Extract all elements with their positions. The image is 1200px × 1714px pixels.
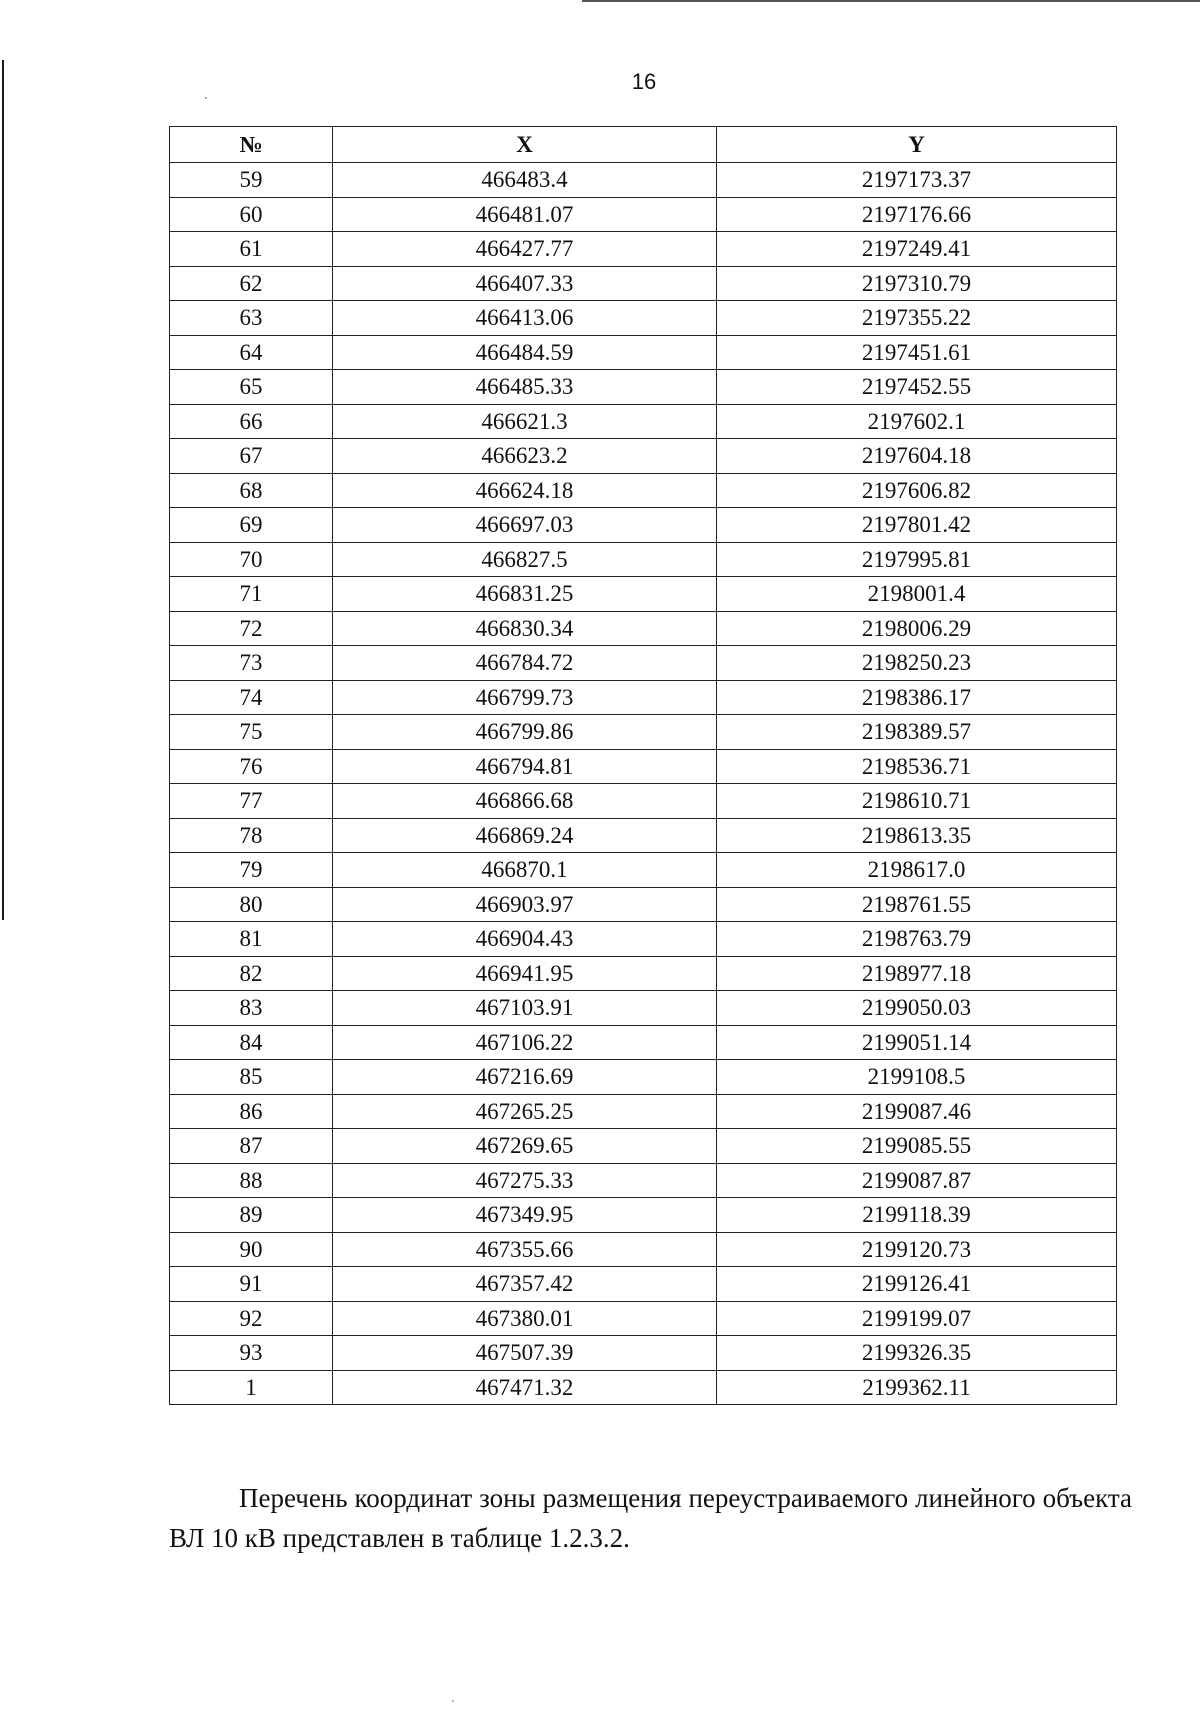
cell-number: 65 <box>170 370 333 405</box>
cell-number: 60 <box>170 197 333 232</box>
cell-number: 70 <box>170 542 333 577</box>
cell-number: 78 <box>170 818 333 853</box>
cell-y: 2199326.35 <box>717 1336 1117 1371</box>
cell-x: 466830.34 <box>333 611 717 646</box>
table-row <box>170 818 1117 853</box>
cell-number: 68 <box>170 473 333 508</box>
table-row <box>170 266 1117 301</box>
table-row <box>170 577 1117 612</box>
cell-y: 2199199.07 <box>717 1301 1117 1336</box>
table-row <box>170 335 1117 370</box>
table-row <box>170 404 1117 439</box>
table-row <box>170 1025 1117 1060</box>
cell-y: 2198977.18 <box>717 956 1117 991</box>
scan-speck <box>452 1700 454 1702</box>
cell-number: 84 <box>170 1025 333 1060</box>
cell-x: 467471.32 <box>333 1370 717 1405</box>
cell-y: 2197355.22 <box>717 301 1117 336</box>
cell-number: 63 <box>170 301 333 336</box>
cell-x: 466799.86 <box>333 715 717 750</box>
cell-x: 467269.65 <box>333 1129 717 1164</box>
cell-x: 466870.1 <box>333 853 717 888</box>
cell-y: 2199126.41 <box>717 1267 1117 1302</box>
cell-y: 2198763.79 <box>717 922 1117 957</box>
cell-x: 466621.3 <box>333 404 717 439</box>
table-body <box>170 163 1117 1405</box>
table-row <box>170 508 1117 543</box>
cell-x: 467216.69 <box>333 1060 717 1095</box>
cell-y: 2198001.4 <box>717 577 1117 612</box>
cell-x: 467357.42 <box>333 1267 717 1302</box>
cell-number: 86 <box>170 1094 333 1129</box>
cell-y: 2199108.5 <box>717 1060 1117 1095</box>
cell-y: 2198613.35 <box>717 818 1117 853</box>
table-row <box>170 1336 1117 1371</box>
cell-y: 2199362.11 <box>717 1370 1117 1405</box>
cell-y: 2199087.46 <box>717 1094 1117 1129</box>
cell-x: 467103.91 <box>333 991 717 1026</box>
cell-y: 2198761.55 <box>717 887 1117 922</box>
table-row <box>170 439 1117 474</box>
cell-x: 466866.68 <box>333 784 717 819</box>
cell-x: 467265.25 <box>333 1094 717 1129</box>
cell-number: 59 <box>170 163 333 198</box>
cell-number: 74 <box>170 680 333 715</box>
cell-number: 83 <box>170 991 333 1026</box>
cell-number: 82 <box>170 956 333 991</box>
cell-x: 466827.5 <box>333 542 717 577</box>
cell-y: 2197995.81 <box>717 542 1117 577</box>
table-row <box>170 853 1117 888</box>
table-row <box>170 542 1117 577</box>
cell-x: 467507.39 <box>333 1336 717 1371</box>
cell-number: 64 <box>170 335 333 370</box>
table-row <box>170 1163 1117 1198</box>
cell-y: 2198536.71 <box>717 749 1117 784</box>
cell-y: 2197452.55 <box>717 370 1117 405</box>
cell-x: 466484.59 <box>333 335 717 370</box>
scan-left-edge <box>2 60 4 920</box>
top-edge-rule <box>582 0 1200 2</box>
table-row <box>170 370 1117 405</box>
cell-y: 2199120.73 <box>717 1232 1117 1267</box>
cell-number: 90 <box>170 1232 333 1267</box>
cell-x: 467349.95 <box>333 1198 717 1233</box>
table-row <box>170 1198 1117 1233</box>
cell-y: 2199118.39 <box>717 1198 1117 1233</box>
table-row <box>170 922 1117 957</box>
cell-number: 93 <box>170 1336 333 1371</box>
table-row <box>170 197 1117 232</box>
table-row <box>170 680 1117 715</box>
cell-x: 466831.25 <box>333 577 717 612</box>
cell-number: 69 <box>170 508 333 543</box>
cell-y: 2199051.14 <box>717 1025 1117 1060</box>
cell-number: 72 <box>170 611 333 646</box>
cell-y: 2197606.82 <box>717 473 1117 508</box>
table-row <box>170 749 1117 784</box>
cell-y: 2198006.29 <box>717 611 1117 646</box>
cell-number: 1 <box>170 1370 333 1405</box>
cell-number: 80 <box>170 887 333 922</box>
cell-y: 2199050.03 <box>717 991 1117 1026</box>
table-row <box>170 301 1117 336</box>
table-row <box>170 1301 1117 1336</box>
table-row <box>170 1129 1117 1164</box>
cell-x: 467106.22 <box>333 1025 717 1060</box>
body-paragraph: Перечень координат зоны размещения переустраиваемого линейного объекта ВЛ 10 кВ представлен в таблице 1.2.3.2. <box>169 1483 1132 1553</box>
table-row <box>170 956 1117 991</box>
cell-number: 62 <box>170 266 333 301</box>
cell-number: 81 <box>170 922 333 957</box>
coordinates-table <box>169 126 1117 1405</box>
header-x: X <box>333 127 717 163</box>
cell-number: 66 <box>170 404 333 439</box>
cell-number: 89 <box>170 1198 333 1233</box>
cell-x: 466485.33 <box>333 370 717 405</box>
cell-number: 67 <box>170 439 333 474</box>
cell-y: 2197176.66 <box>717 197 1117 232</box>
cell-x: 466904.43 <box>333 922 717 957</box>
cell-x: 466623.2 <box>333 439 717 474</box>
header-number: № <box>170 127 333 163</box>
table-row <box>170 646 1117 681</box>
cell-y: 2198386.17 <box>717 680 1117 715</box>
table-row <box>170 1267 1117 1302</box>
cell-number: 91 <box>170 1267 333 1302</box>
cell-number: 76 <box>170 749 333 784</box>
cell-x: 467380.01 <box>333 1301 717 1336</box>
cell-x: 466903.97 <box>333 887 717 922</box>
table-row <box>170 784 1117 819</box>
cell-x: 466481.07 <box>333 197 717 232</box>
cell-x: 466784.72 <box>333 646 717 681</box>
cell-y: 2197451.61 <box>717 335 1117 370</box>
cell-number: 73 <box>170 646 333 681</box>
table-row <box>170 1094 1117 1129</box>
cell-number: 75 <box>170 715 333 750</box>
cell-x: 467275.33 <box>333 1163 717 1198</box>
table-row <box>170 1060 1117 1095</box>
cell-number: 71 <box>170 577 333 612</box>
cell-y: 2197602.1 <box>717 404 1117 439</box>
header-y: Y <box>717 127 1117 163</box>
cell-y: 2197310.79 <box>717 266 1117 301</box>
table-row <box>170 715 1117 750</box>
table-row <box>170 887 1117 922</box>
scan-speck <box>205 97 207 99</box>
cell-number: 87 <box>170 1129 333 1164</box>
page-number: 16 <box>631 69 657 94</box>
cell-number: 79 <box>170 853 333 888</box>
cell-x: 466407.33 <box>333 266 717 301</box>
cell-y: 2198617.0 <box>717 853 1117 888</box>
cell-number: 77 <box>170 784 333 819</box>
table-row <box>170 1370 1117 1405</box>
cell-y: 2197604.18 <box>717 439 1117 474</box>
cell-x: 466624.18 <box>333 473 717 508</box>
cell-y: 2199085.55 <box>717 1129 1117 1164</box>
cell-x: 466427.77 <box>333 232 717 267</box>
cell-y: 2198610.71 <box>717 784 1117 819</box>
cell-x: 466869.24 <box>333 818 717 853</box>
table-row <box>170 232 1117 267</box>
table-row <box>170 163 1117 198</box>
cell-x: 467355.66 <box>333 1232 717 1267</box>
cell-number: 85 <box>170 1060 333 1095</box>
cell-y: 2197173.37 <box>717 163 1117 198</box>
cell-number: 92 <box>170 1301 333 1336</box>
table-row <box>170 1232 1117 1267</box>
cell-number: 88 <box>170 1163 333 1198</box>
cell-number: 61 <box>170 232 333 267</box>
cell-y: 2198250.23 <box>717 646 1117 681</box>
cell-x: 466794.81 <box>333 749 717 784</box>
cell-y: 2197801.42 <box>717 508 1117 543</box>
cell-y: 2198389.57 <box>717 715 1117 750</box>
table-row <box>170 991 1117 1026</box>
table-row <box>170 473 1117 508</box>
cell-y: 2199087.87 <box>717 1163 1117 1198</box>
cell-x: 466413.06 <box>333 301 717 336</box>
table-header-row <box>170 127 1117 163</box>
cell-x: 466799.73 <box>333 680 717 715</box>
cell-x: 466941.95 <box>333 956 717 991</box>
table-row <box>170 611 1117 646</box>
cell-x: 466697.03 <box>333 508 717 543</box>
cell-y: 2197249.41 <box>717 232 1117 267</box>
cell-x: 466483.4 <box>333 163 717 198</box>
